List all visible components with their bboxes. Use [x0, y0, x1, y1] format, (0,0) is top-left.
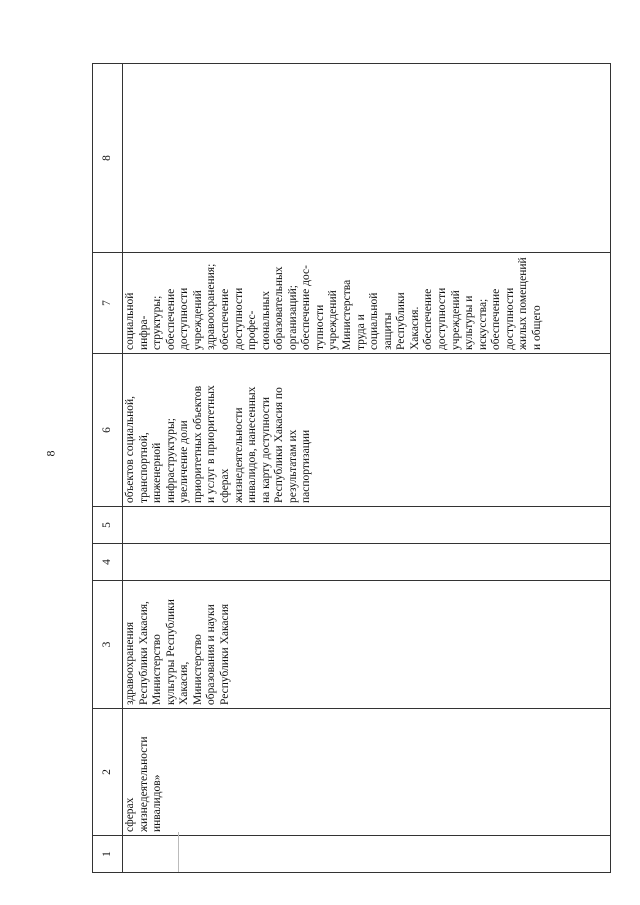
cell-col-7: социальной инфра- структуры; обеспечение доступности учреждений здравоохранения; обеспечение доступности профес- сиональных образовательных организаций; обеспечение дос- тупности учреждений Министерства труда и социальной защиты Республики Хакасия. обеспечение доступности учреждений культуры и искусства; обеспечение доступности жилых помещений и общего [123, 253, 611, 354]
cell-col-6: объектов социальной, транспортной, инженерной инфраструктуры; увеличение доли приоритетных объектов и услуг в приоритетных сферах жизнедеятельности инвалидов, нанесенных на карту доступности Республики Хакасия по результатам их паспортизации [123, 354, 611, 507]
column-header-1: 1 [93, 836, 123, 873]
column-header-5: 5 [93, 507, 123, 544]
table-row [123, 64, 611, 873]
cell-col-5 [123, 507, 611, 544]
column-header-2: 2 [93, 709, 123, 836]
cell-col-4 [123, 544, 611, 581]
header-row [93, 64, 123, 873]
cell-col-3: здравоохранения Республики Хакасия, Министерство культуры Республики Хакасия, Министерство образования и науки Республики Хакасия [123, 581, 611, 709]
column-header-4: 4 [93, 544, 123, 581]
cell-col-1 [123, 836, 611, 873]
column-header-8: 8 [93, 64, 123, 253]
scan-artifact-line [178, 832, 179, 872]
column-header-6: 6 [93, 354, 123, 507]
column-header-7: 7 [93, 253, 123, 354]
page-number: 8 [43, 450, 58, 457]
cell-col-2: сферах жизнедеятельности инвалидов» [123, 709, 611, 836]
cell-col-8 [123, 64, 611, 253]
program-table [92, 63, 611, 873]
column-header-3: 3 [93, 581, 123, 709]
rotated-table-container [92, 64, 611, 873]
